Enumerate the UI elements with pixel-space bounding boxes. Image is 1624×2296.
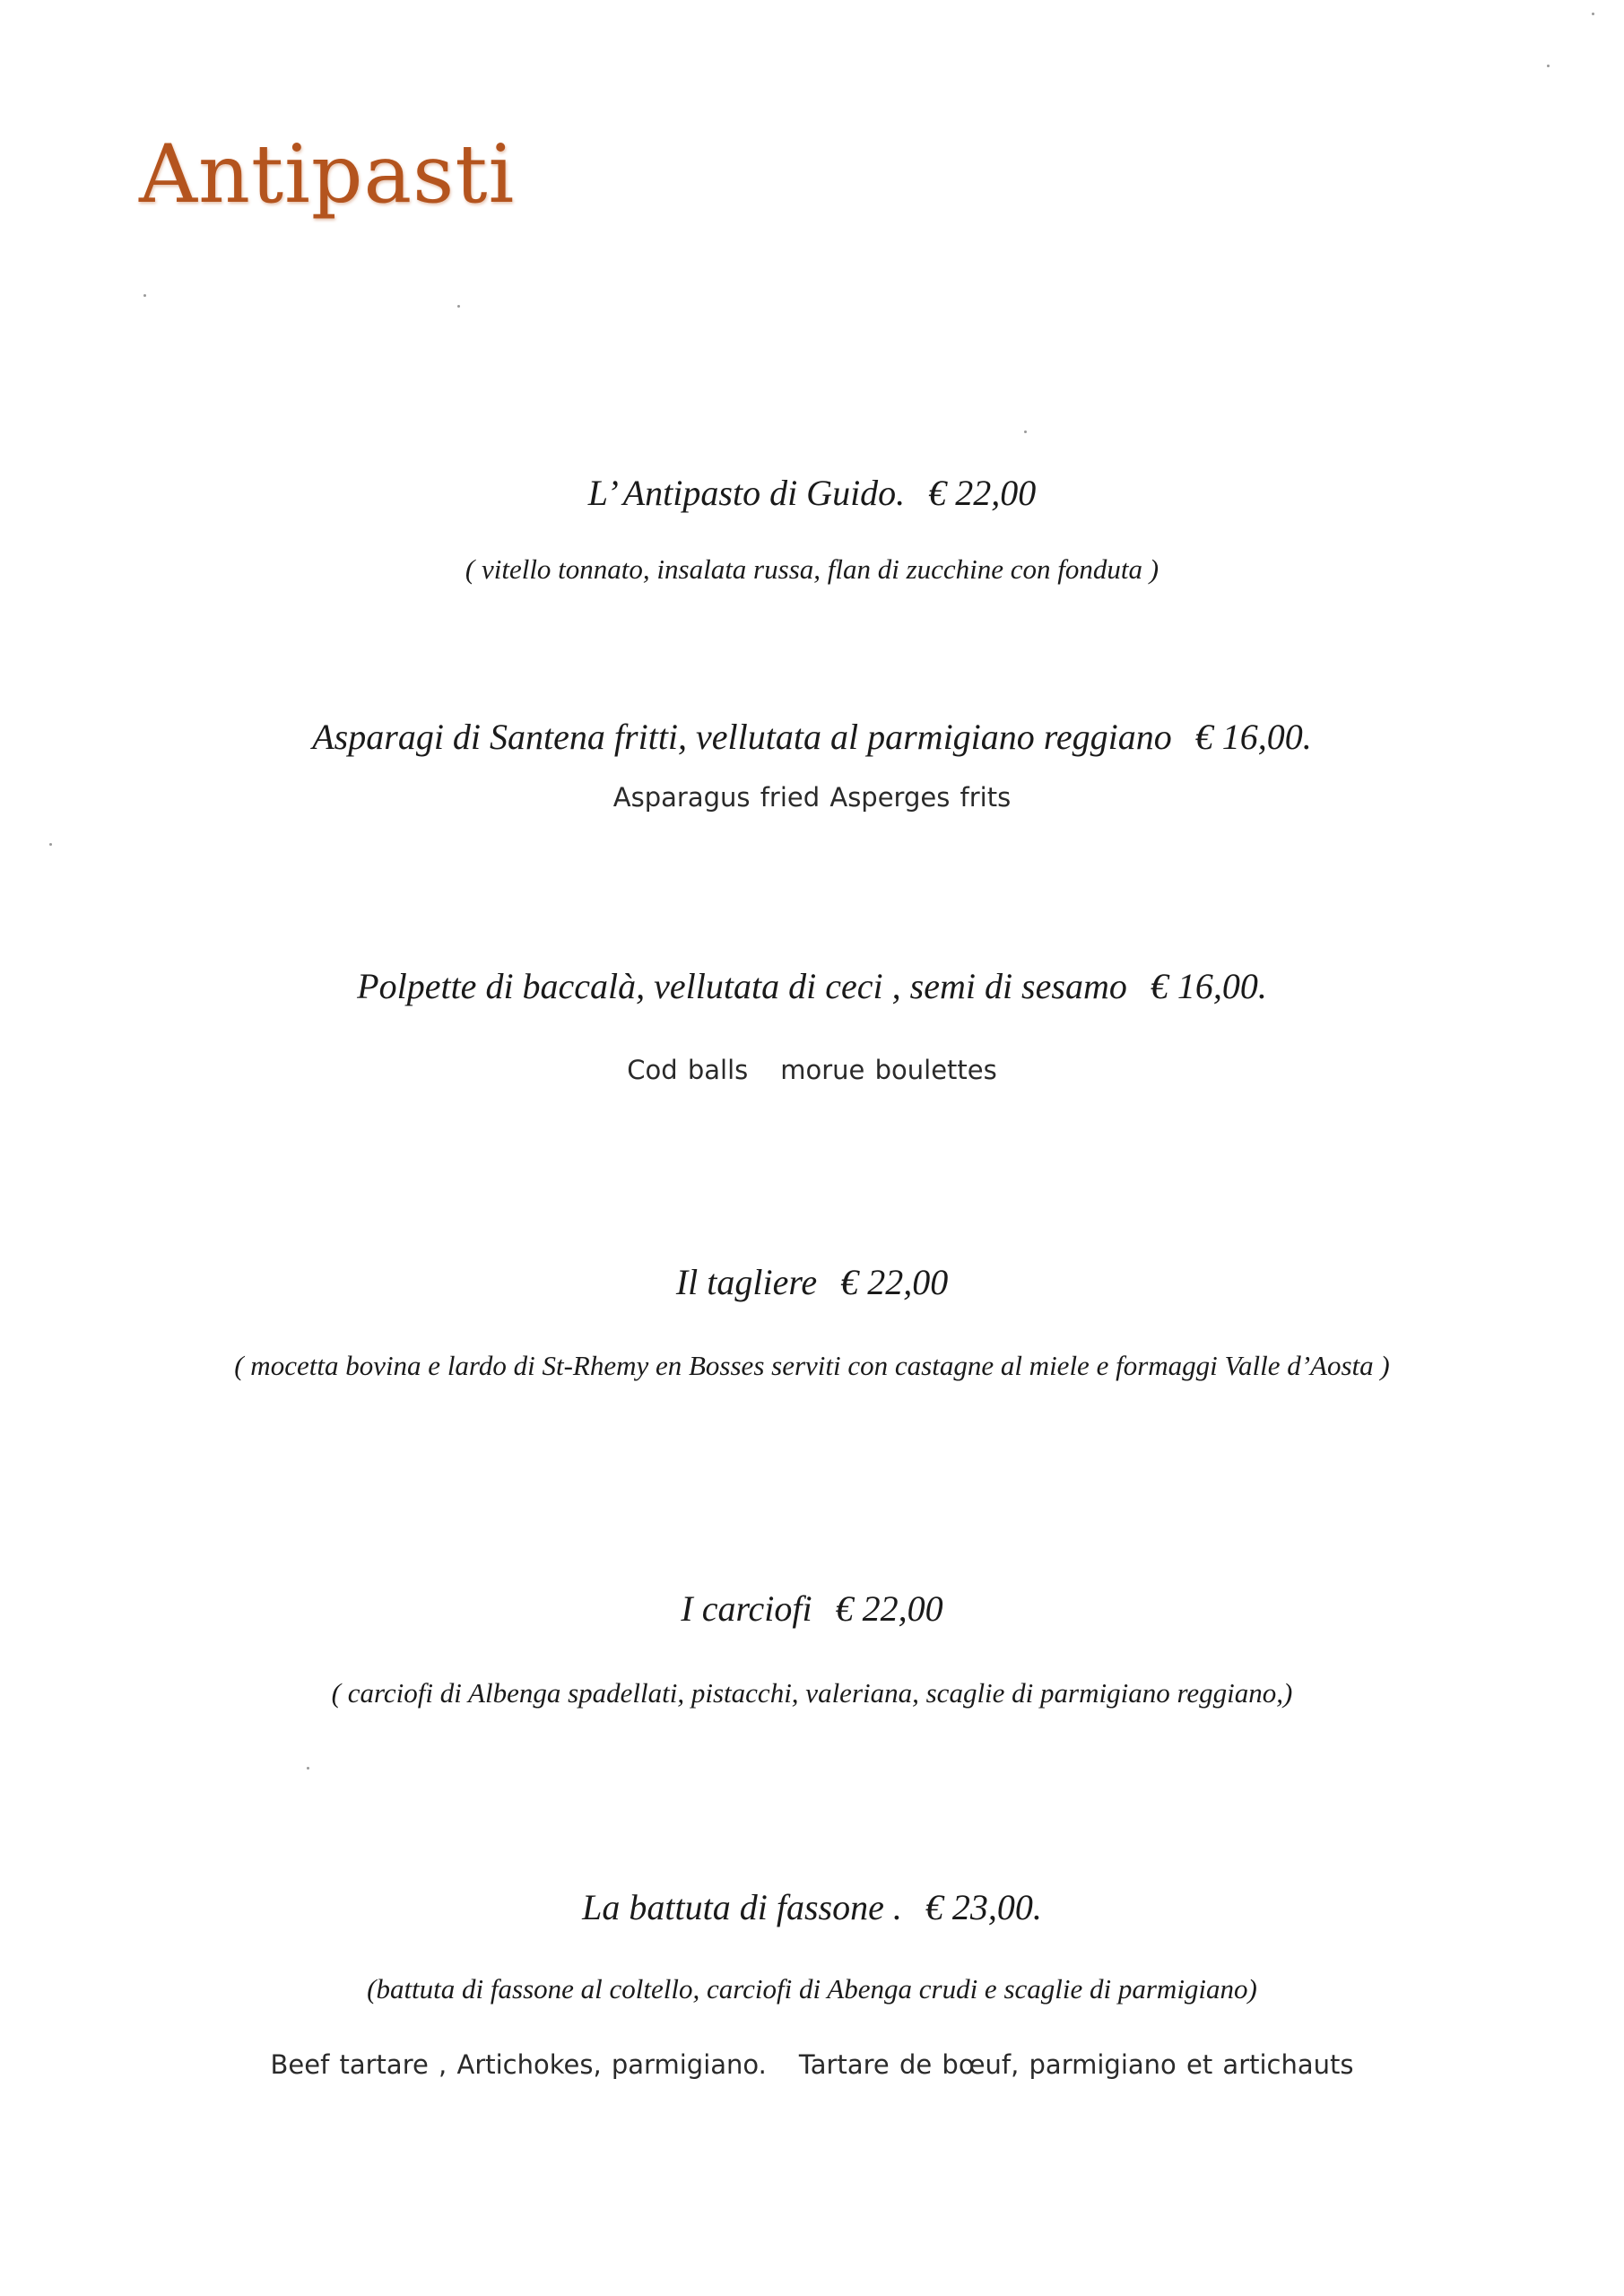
dish-price: € 22,00 [840, 1262, 949, 1302]
menu-item-tagliere [0, 1263, 1624, 1302]
dish-line [0, 1888, 1624, 1927]
dish-line [0, 1589, 1624, 1629]
translation-french: Tartare de bœuf, parmigiano et artichauts [798, 2049, 1354, 2080]
dish-price: € 16,00. [1150, 966, 1267, 1006]
page-title: Antipasti [139, 127, 516, 222]
translation-english: Cod balls [627, 1055, 749, 1085]
menu-item-asparagi-trans [0, 782, 1624, 813]
dish-line [0, 474, 1624, 513]
dish-name: Asparagi di Santena fritti, vellutata al parmigiano reggiano [312, 717, 1172, 757]
dish-line [0, 1263, 1624, 1302]
dish-line [0, 967, 1624, 1006]
dish-price: € 22,00 [928, 473, 1037, 513]
menu-item-tagliere-desc [0, 1350, 1624, 1382]
dish-price: € 22,00 [835, 1588, 943, 1629]
dish-name: Polpette di baccalà, vellutata di ceci , semi di sesamo [357, 966, 1127, 1006]
dish-translation: Asparagus fried Asperges frits [612, 782, 1012, 813]
scan-speck [1592, 13, 1594, 15]
dish-name: I carciofi [681, 1588, 812, 1629]
dish-price: € 23,00. [925, 1887, 1042, 1927]
scan-speck [1547, 65, 1550, 67]
dish-translation [0, 1055, 1624, 1085]
translation-english: Beef tartare , Artichokes, parmigiano. [270, 2049, 767, 2080]
menu-item-antipasto-guido-desc [0, 553, 1624, 586]
menu-item-antipasto-guido [0, 474, 1624, 513]
menu-item-battuta-desc [0, 1973, 1624, 2005]
menu-item-carciofi-desc [0, 1677, 1624, 1709]
dish-description: ( mocetta bovina e lardo di St-Rhemy en Bosses serviti con castagne al miele e formaggi Valle d’Aosta ) [234, 1350, 1390, 1381]
scan-speck [1024, 430, 1027, 433]
dish-description: ( vitello tonnato, insalata russa, flan di zucchine con fonduta ) [465, 553, 1159, 585]
scan-speck [307, 1767, 309, 1770]
scan-speck [49, 843, 52, 846]
scan-speck [457, 305, 460, 308]
dish-line [0, 718, 1624, 757]
dish-name: Il tagliere [675, 1262, 818, 1302]
dish-description: (battuta di fassone al coltello, carciofi di Abenga crudi e scaglie di parmigiano) [367, 1973, 1257, 2005]
menu-item-polpette-trans [0, 1055, 1624, 1085]
dish-description: ( carciofi di Albenga spadellati, pistacchi, valeriana, scaglie di parmigiano reggiano,) [331, 1677, 1293, 1709]
dish-name: L’ Antipasto di Guido. [587, 473, 906, 513]
scan-speck [143, 294, 146, 297]
menu-item-battuta [0, 1888, 1624, 1927]
menu-item-polpette [0, 967, 1624, 1006]
translation-french: morue boulettes [780, 1055, 997, 1085]
dish-name: La battuta di fassone . [582, 1887, 902, 1927]
dish-price: € 16,00. [1194, 717, 1312, 757]
dish-translation [0, 2049, 1624, 2080]
menu-item-carciofi [0, 1589, 1624, 1629]
menu-item-battuta-trans [0, 2049, 1624, 2080]
menu-item-asparagi [0, 718, 1624, 757]
